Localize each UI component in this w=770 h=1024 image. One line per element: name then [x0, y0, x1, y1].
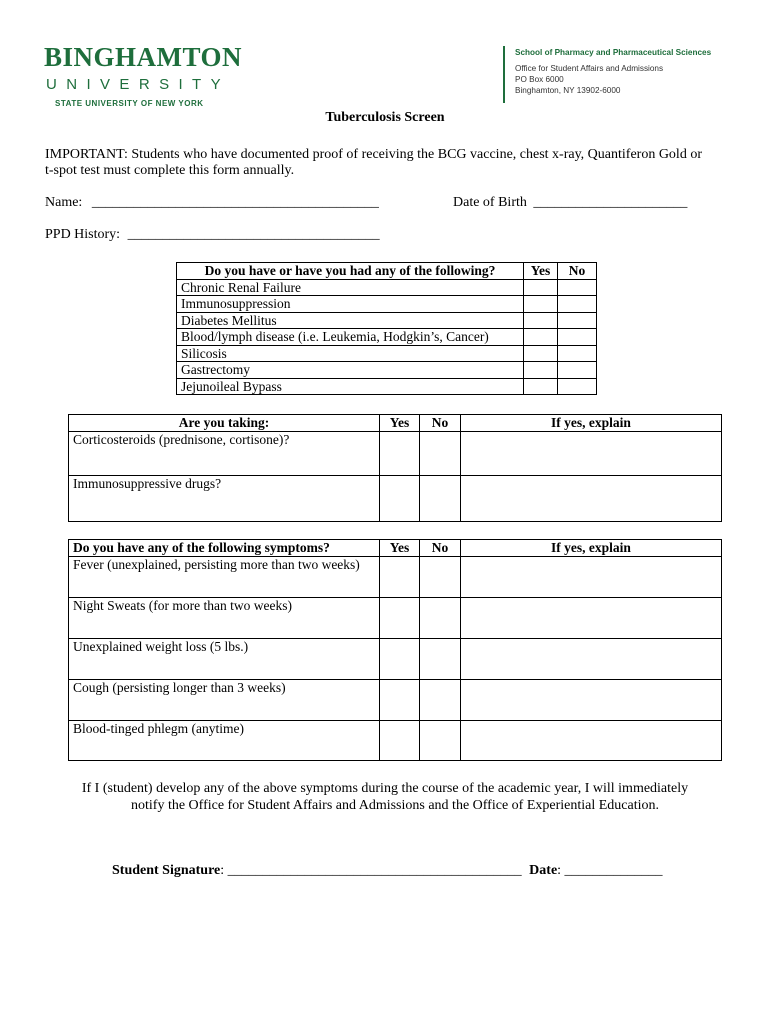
dob-blank[interactable]: ______________________ — [533, 195, 688, 210]
signature-blank[interactable]: : __________________________________________ — [220, 863, 522, 878]
table-row — [177, 378, 597, 395]
ppd-history-field[interactable] — [45, 226, 380, 243]
yes-cell[interactable] — [380, 598, 420, 639]
name-blank[interactable]: _________________________________________ — [91, 195, 379, 210]
yes-header: Yes — [380, 415, 420, 432]
signature-row[interactable] — [112, 862, 663, 879]
condition-label: Blood/lymph disease (i.e. Leukemia, Hodgkin’s, Cancer) — [177, 329, 524, 346]
dob-label: Date of Birth — [453, 195, 527, 210]
yes-cell[interactable] — [380, 432, 420, 476]
no-cell[interactable] — [420, 680, 461, 721]
yes-cell[interactable] — [524, 279, 558, 296]
no-cell[interactable] — [420, 598, 461, 639]
table-row — [177, 312, 597, 329]
condition-label: Gastrectomy — [177, 362, 524, 379]
name-field[interactable] — [45, 194, 379, 211]
medication-label: Immunosuppressive drugs? — [69, 476, 380, 522]
condition-label: Jejunoileal Bypass — [177, 378, 524, 395]
yes-cell[interactable] — [524, 378, 558, 395]
condition-label: Silicosis — [177, 345, 524, 362]
table-row — [177, 345, 597, 362]
no-cell[interactable] — [420, 639, 461, 680]
table-header-row — [177, 263, 597, 280]
address-line-3: Binghamton, NY 13902-6000 — [515, 86, 621, 95]
statement-line-1: If I (student) develop any of the above symptoms during the course of the academic year, I will immediately — [81, 781, 689, 796]
school-name: School of Pharmacy and Pharmaceutical Sciences — [515, 48, 712, 57]
explain-cell[interactable] — [461, 432, 722, 476]
no-header: No — [558, 263, 597, 280]
no-cell[interactable] — [420, 557, 461, 598]
table-row — [69, 721, 722, 761]
table-row — [177, 329, 597, 346]
yes-cell[interactable] — [524, 362, 558, 379]
no-header: No — [420, 415, 461, 432]
table-row — [177, 296, 597, 313]
no-cell[interactable] — [558, 345, 597, 362]
yes-header: Yes — [380, 540, 420, 557]
symptom-label: Unexplained weight loss (5 lbs.) — [69, 639, 380, 680]
no-cell[interactable] — [558, 296, 597, 313]
no-cell[interactable] — [558, 279, 597, 296]
table-row — [69, 476, 722, 522]
table-row — [69, 557, 722, 598]
explain-cell[interactable] — [461, 598, 722, 639]
logo-state-university: STATE UNIVERSITY OF NEW YORK — [55, 99, 204, 108]
dob-field[interactable] — [453, 194, 687, 211]
name-label: Name: — [45, 195, 83, 210]
yes-cell[interactable] — [524, 296, 558, 313]
no-cell[interactable] — [558, 312, 597, 329]
date-label: Date — [529, 863, 558, 878]
explain-header: If yes, explain — [461, 540, 722, 557]
date-blank[interactable]: : ______________ — [557, 863, 663, 878]
table-row — [69, 680, 722, 721]
table-header-row — [69, 415, 722, 432]
table-row — [69, 639, 722, 680]
condition-label: Chronic Renal Failure — [177, 279, 524, 296]
symptom-label: Blood-tinged phlegm (anytime) — [69, 721, 380, 761]
medication-label: Corticosteroids (prednisone, cortisone)? — [69, 432, 380, 476]
header-divider — [503, 46, 505, 103]
address-line-2: PO Box 6000 — [515, 75, 564, 84]
no-cell[interactable] — [420, 432, 461, 476]
yes-cell[interactable] — [380, 557, 420, 598]
medications-header: Are you taking: — [69, 415, 380, 432]
yes-cell[interactable] — [380, 639, 420, 680]
no-cell[interactable] — [558, 362, 597, 379]
explain-cell[interactable] — [461, 639, 722, 680]
symptom-label: Cough (persisting longer than 3 weeks) — [69, 680, 380, 721]
no-cell[interactable] — [420, 476, 461, 522]
yes-header: Yes — [524, 263, 558, 280]
no-header: No — [420, 540, 461, 557]
explain-cell[interactable] — [461, 476, 722, 522]
ppd-label: PPD History: — [45, 227, 121, 242]
table-row — [69, 432, 722, 476]
table-header-row — [69, 540, 722, 557]
ppd-blank[interactable]: ____________________________________ — [127, 227, 380, 242]
symptom-label: Fever (unexplained, persisting more than two weeks) — [69, 557, 380, 598]
symptom-label: Night Sweats (for more than two weeks) — [69, 598, 380, 639]
table-row — [177, 362, 597, 379]
yes-cell[interactable] — [380, 721, 420, 761]
symptoms-header: Do you have any of the following symptoms? — [69, 540, 380, 557]
yes-cell[interactable] — [524, 329, 558, 346]
yes-cell[interactable] — [380, 680, 420, 721]
condition-label: Diabetes Mellitus — [177, 312, 524, 329]
explain-cell[interactable] — [461, 557, 722, 598]
explain-header: If yes, explain — [461, 415, 722, 432]
important-note-line-1: IMPORTANT: Students who have documented proof of receiving the BCG vaccine, chest x-ray, Quantiferon Gold or — [45, 147, 702, 162]
address-line-1: Office for Student Affairs and Admissions — [515, 64, 664, 73]
explain-cell[interactable] — [461, 680, 722, 721]
conditions-table — [176, 262, 597, 395]
symptoms-table — [68, 539, 722, 761]
statement-line-2: notify the Office for Student Affairs and Admissions and the Office of Experiential Education. — [131, 798, 659, 813]
no-cell[interactable] — [558, 378, 597, 395]
yes-cell[interactable] — [380, 476, 420, 522]
conditions-header: Do you have or have you had any of the following? — [177, 263, 524, 280]
logo-binghamton: BINGHAMTON — [44, 42, 243, 72]
table-row — [177, 279, 597, 296]
condition-label: Immunosuppression — [177, 296, 524, 313]
explain-cell[interactable] — [461, 721, 722, 761]
table-row — [69, 598, 722, 639]
yes-cell[interactable] — [524, 312, 558, 329]
medications-table — [68, 414, 722, 522]
page-title: Tuberculosis Screen — [325, 110, 445, 125]
no-cell[interactable] — [420, 721, 461, 761]
signature-label: Student Signature — [112, 863, 221, 878]
no-cell[interactable] — [558, 329, 597, 346]
yes-cell[interactable] — [524, 345, 558, 362]
logo-university: UNIVERSITY — [46, 76, 231, 93]
important-note-line-2: t-spot test must complete this form annually. — [45, 163, 295, 178]
